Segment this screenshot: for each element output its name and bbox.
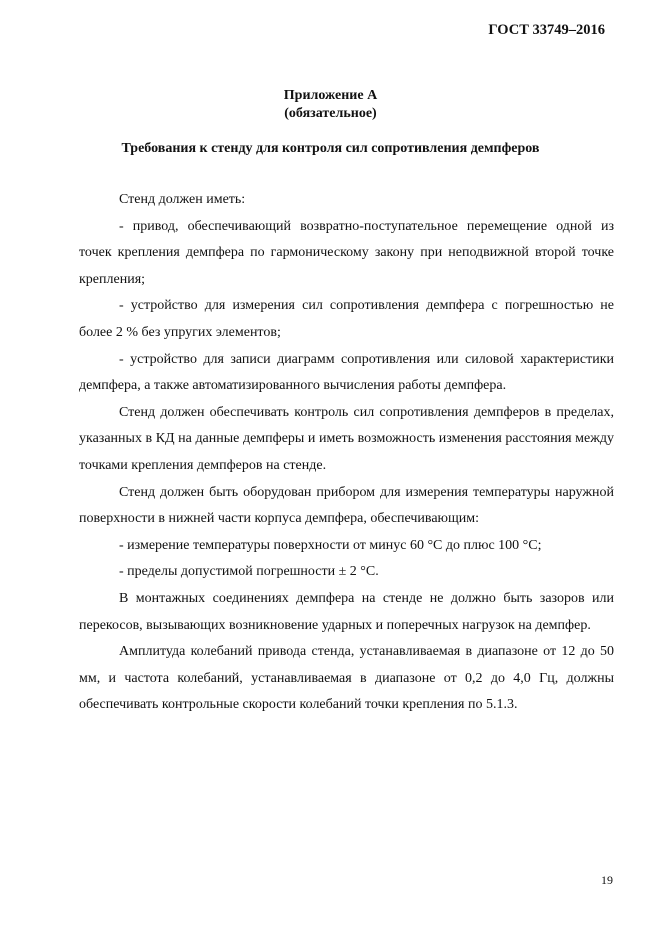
page-number: 19 (601, 873, 613, 887)
document-body (79, 187, 614, 719)
paragraph: В монтажных соединениях демпфера на стенде не должно быть зазоров или перекосов, вызывающих возникновение ударных и поперечных нагрузок на демпфер. (79, 590, 614, 633)
standard-code-header: ГОСТ 33749–2016 (488, 22, 605, 38)
annex-status: (обязательное) (284, 106, 377, 121)
list-item: - привод, обеспечивающий возвратно-поступательное перемещение одной из точек крепления демпфера по гармоническому закону при неподвижной второй точке крепления; (79, 218, 614, 287)
paragraph: Стенд должен иметь: (119, 192, 246, 207)
section-title: Требования к стенду для контроля сил сопротивления демпферов (121, 141, 540, 156)
list-item: - устройство для записи диаграмм сопротивления или силовой характеристики демпфера, а также автоматизированного вычисления работы демпфера. (79, 351, 614, 394)
annex-heading (0, 87, 661, 123)
list-item: - измерение температуры поверхности от минус 60 °С до плюс 100 °С; (119, 537, 542, 553)
paragraph: Стенд должен обеспечивать контроль сил сопротивления демпферов в пределах, указанных в КД на данные демпферы и иметь возможность изменения расстояния между точками крепления демпферов на стенде. (79, 404, 614, 473)
list-item: - пределы допустимой погрешности ± 2 °С. (119, 564, 379, 580)
paragraph: Стенд должен быть оборудован прибором для измерения температуры наружной поверхности в нижней части корпуса демпфера, обеспечивающим: (79, 484, 614, 527)
annex-title: Приложение А (283, 88, 378, 103)
list-item: - устройство для измерения сил сопротивления демпфера с погрешностью не более 2 % без упругих элементов; (79, 298, 614, 340)
paragraph: Амплитуда колебаний привода стенда, устанавливаемая в диапазоне от 12 до 50 мм, и частота колебаний, устанавливаемая в диапазоне от 0,2 до 4,0 Гц, должны обеспечивать контрольные скорости колебаний точки крепления по 5.1.3. (79, 644, 614, 713)
